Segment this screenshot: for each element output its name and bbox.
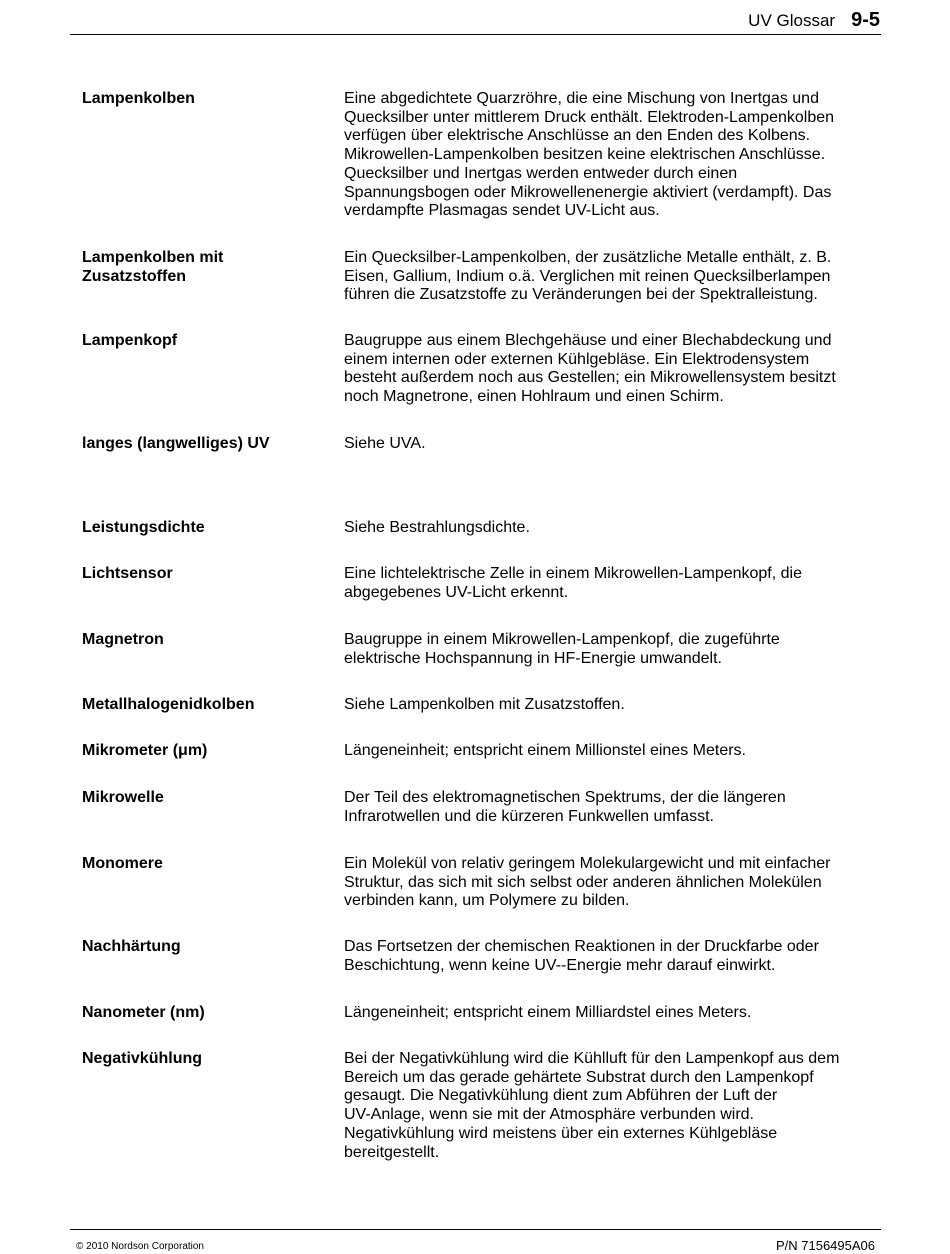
glossary-definition: Längeneinheit; entspricht einem Millionstel eines Meters. — [344, 742, 746, 759]
glossary-definition: Ein Molekül von relativ geringem Molekulargewicht und mit einfacher Struktur, das sich mit sich selbst oder anderen ähnlichen Molekülen verbinden kann, um Polymere zu bilden. — [344, 855, 831, 910]
glossary-term: langes (langwelliges) UV — [82, 435, 270, 452]
glossary-term: Mikrowelle — [82, 789, 164, 806]
glossary-definition: Baugruppe in einem Mikrowellen-Lampenkopf, die zugeführte elektrische Hochspannung in HF-Energie umwandelt. — [344, 631, 780, 667]
glossary-term: Monomere — [82, 855, 163, 872]
header-rule — [70, 34, 881, 35]
glossary-definition: Das Fortsetzen der chemischen Reaktionen in der Druckfarbe oder Beschichtung, wenn keine UV--Energie mehr darauf einwirkt. — [344, 938, 819, 974]
glossary-term: Nanometer (nm) — [82, 1004, 205, 1021]
glossary-definition: Siehe UVA. — [344, 435, 426, 452]
glossary-definition: Eine abgedichtete Quarzröhre, die eine Mischung von Inertgas und Quecksilber unter mittlerem Druck enthält. Elektroden-Lampenkolben verfügen über elektrische Anschlüsse an den Enden des Kolbens. Mikrowellen-Lampenkolben besitzen keine elektrischen Anschlüsse. Quecksilber und Inertgas werden entweder durch einen Spannungsbogen oder Mikrowellenenergie aktiviert (verdampft). Das verdampfte Plasmagas sendet UV-Licht aus. — [344, 90, 835, 220]
page-number: 9-5 — [851, 9, 880, 31]
glossary-term: Leistungsdichte — [82, 519, 205, 536]
glossary-definition: Längeneinheit; entspricht einem Milliardstel eines Meters. — [344, 1004, 752, 1021]
glossary-term: Lampenkolben — [82, 90, 195, 107]
page-header — [748, 9, 880, 33]
footer-rule — [70, 1229, 881, 1230]
glossary-definition: Siehe Lampenkolben mit Zusatzstoffen. — [344, 696, 625, 713]
glossary-term: Nachhärtung — [82, 938, 181, 955]
glossary-definition: Eine lichtelektrische Zelle in einem Mikrowellen-Lampenkopf, die abgegebenes UV-Licht erkennt. — [344, 565, 802, 601]
glossary-definition: Baugruppe aus einem Blechgehäuse und einer Blechabdeckung und einem internen oder externen Kühlgebläse. Ein Elektrodensystem besteht außerdem noch aus Gestellen; ein Mikrowellensystem besitzt noch Magnetrone, einen Hohlraum und einen Schirm. — [344, 332, 836, 406]
glossary-term: Magnetron — [82, 631, 164, 648]
glossary-definition: Siehe Bestrahlungsdichte. — [344, 519, 530, 536]
glossary-definition: Ein Quecksilber-Lampenkolben, der zusätzliche Metalle enthält, z. B. Eisen, Gallium, Indium o.ä. Verglichen mit reinen Quecksilberlampen führen die Zusatzstoffe zu Veränderungen bei der Spektralleistung. — [344, 249, 832, 304]
glossary-term: Lampenkopf — [82, 332, 178, 349]
glossary-term: Metallhalogenidkolben — [82, 696, 255, 713]
glossary-term: Mikrometer (μm) — [82, 742, 208, 759]
glossary-term: Lampenkolben mit Zusatzstoffen — [82, 249, 224, 285]
copyright-text: © 2010 Nordson Corporation — [76, 1241, 204, 1252]
glossary-term: Lichtsensor — [82, 565, 173, 582]
header-title: UV Glossar — [748, 11, 836, 30]
glossary-term: Negativkühlung — [82, 1050, 203, 1067]
glossary-definition: Der Teil des elektromagnetischen Spektrums, der die längeren Infrarotwellen und die kürzeren Funkwellen umfasst. — [344, 789, 786, 825]
part-number: P/N 7156495A06 — [775, 1238, 875, 1253]
glossary-definition: Bei der Negativkühlung wird die Kühlluft für den Lampenkopf aus dem Bereich um das gerade gehärtete Substrat durch den Lampenkopf gesaugt. Die Negativkühlung dient zum Abführen der Luft der UV-Anlage, wenn sie mit der Atmosphäre verbunden wird. Negativkühlung wird meistens über ein externes Kühlgebläse bereitgestellt. — [344, 1050, 840, 1161]
